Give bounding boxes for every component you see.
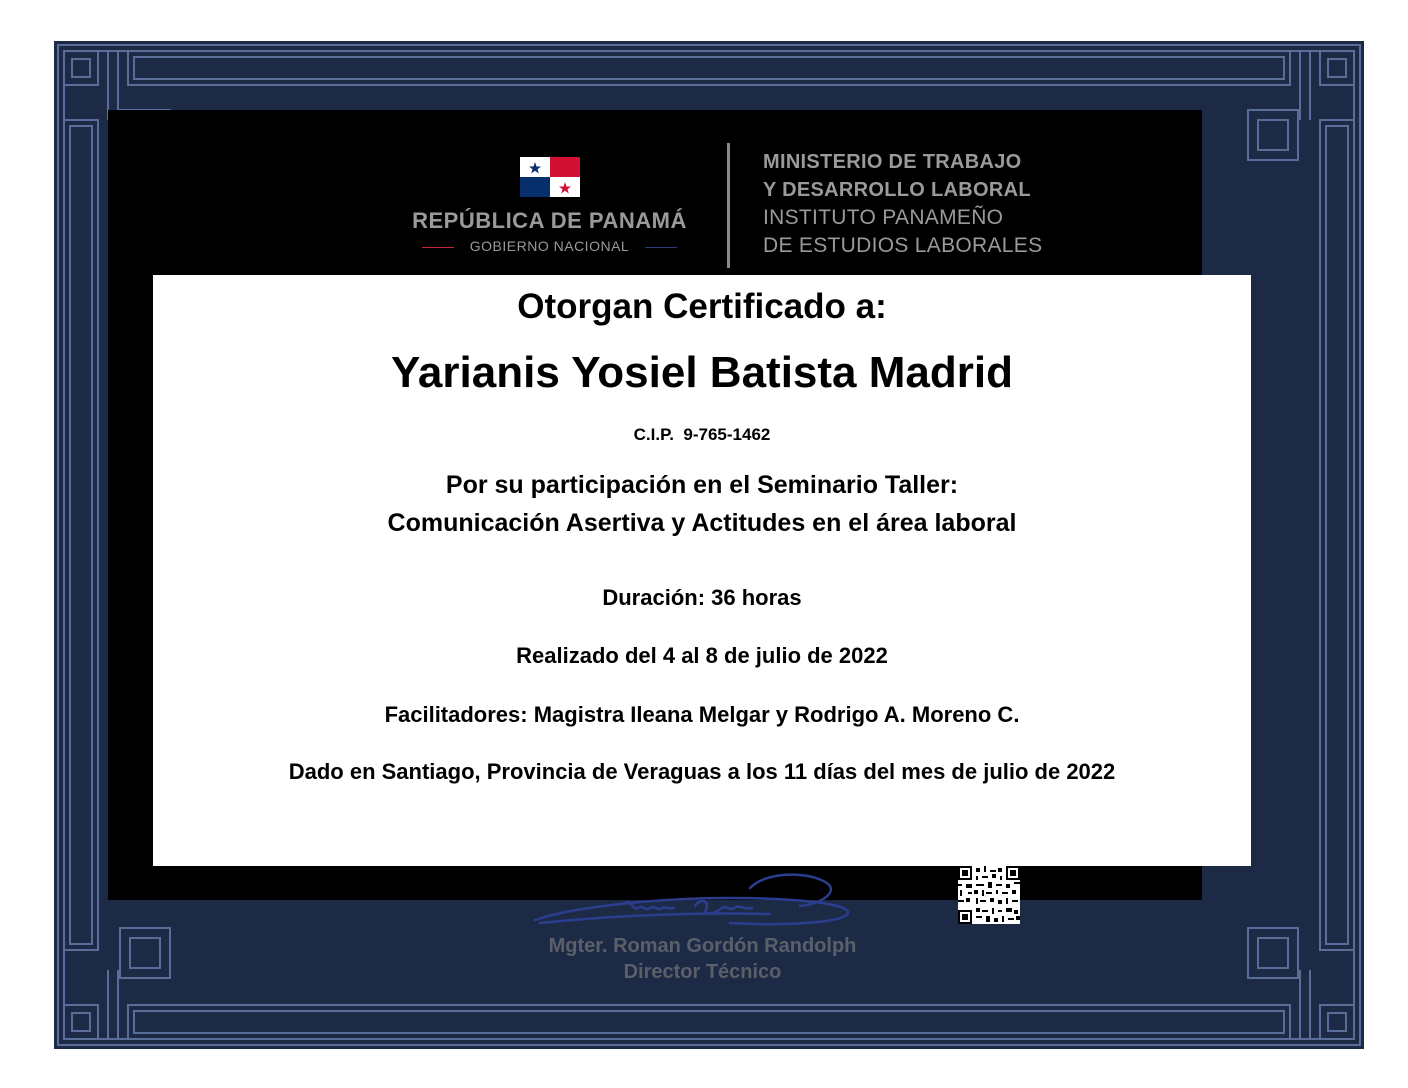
ministry-line-1: MINISTERIO DE TRABAJO	[763, 151, 1022, 173]
institute-line-2: DE ESTUDIOS LABORALES	[763, 234, 1043, 257]
government-label: GOBIERNO NACIONAL	[469, 238, 630, 254]
cip-value: 9-765-1462	[683, 425, 771, 444]
qr-code-icon	[958, 866, 1020, 924]
institute-line-1: INSTITUTO PANAMEÑO	[763, 206, 1004, 229]
dates-text: Realizado del 4 al 8 de julio de 2022	[516, 643, 888, 668]
red-divider	[422, 247, 454, 248]
recipient-name: Yarianis Yosiel Batista Madrid	[391, 348, 1013, 397]
signatory-title: Director Técnico	[623, 961, 782, 983]
duration-text: Duración: 36 horas	[602, 585, 802, 610]
certificate-content	[153, 275, 1251, 866]
issued-text: Dado en Santiago, Provincia de Veraguas a los 11 días del mes de julio de 2022	[288, 759, 1116, 784]
government-logo	[407, 150, 707, 270]
panama-flag-icon	[520, 157, 580, 197]
facilitators-text: Facilitadores: Magistra Ileana Melgar y Rodrigo A. Moreno C.	[384, 702, 1020, 727]
blue-divider	[645, 247, 677, 248]
header-divider	[727, 143, 730, 268]
cip-label: C.I.P.	[633, 425, 674, 444]
certificate-heading: Otorgan Certificado a:	[517, 287, 887, 326]
signatory-name: Mgter. Roman Gordón Randolph	[548, 935, 857, 957]
cip-row	[153, 425, 1251, 445]
course-title: Comunicación Asertiva y Actitudes en el área laboral	[387, 509, 1017, 537]
participation-text: Por su participación en el Seminario Taller:	[445, 471, 959, 499]
ministry-line-2: Y DESARROLLO LABORAL	[763, 179, 1031, 201]
signature-icon	[530, 868, 860, 938]
ministry-block	[763, 148, 1093, 260]
republic-title: REPÚBLICA DE PANAMÁ	[412, 208, 687, 233]
government-subtitle	[422, 238, 677, 256]
